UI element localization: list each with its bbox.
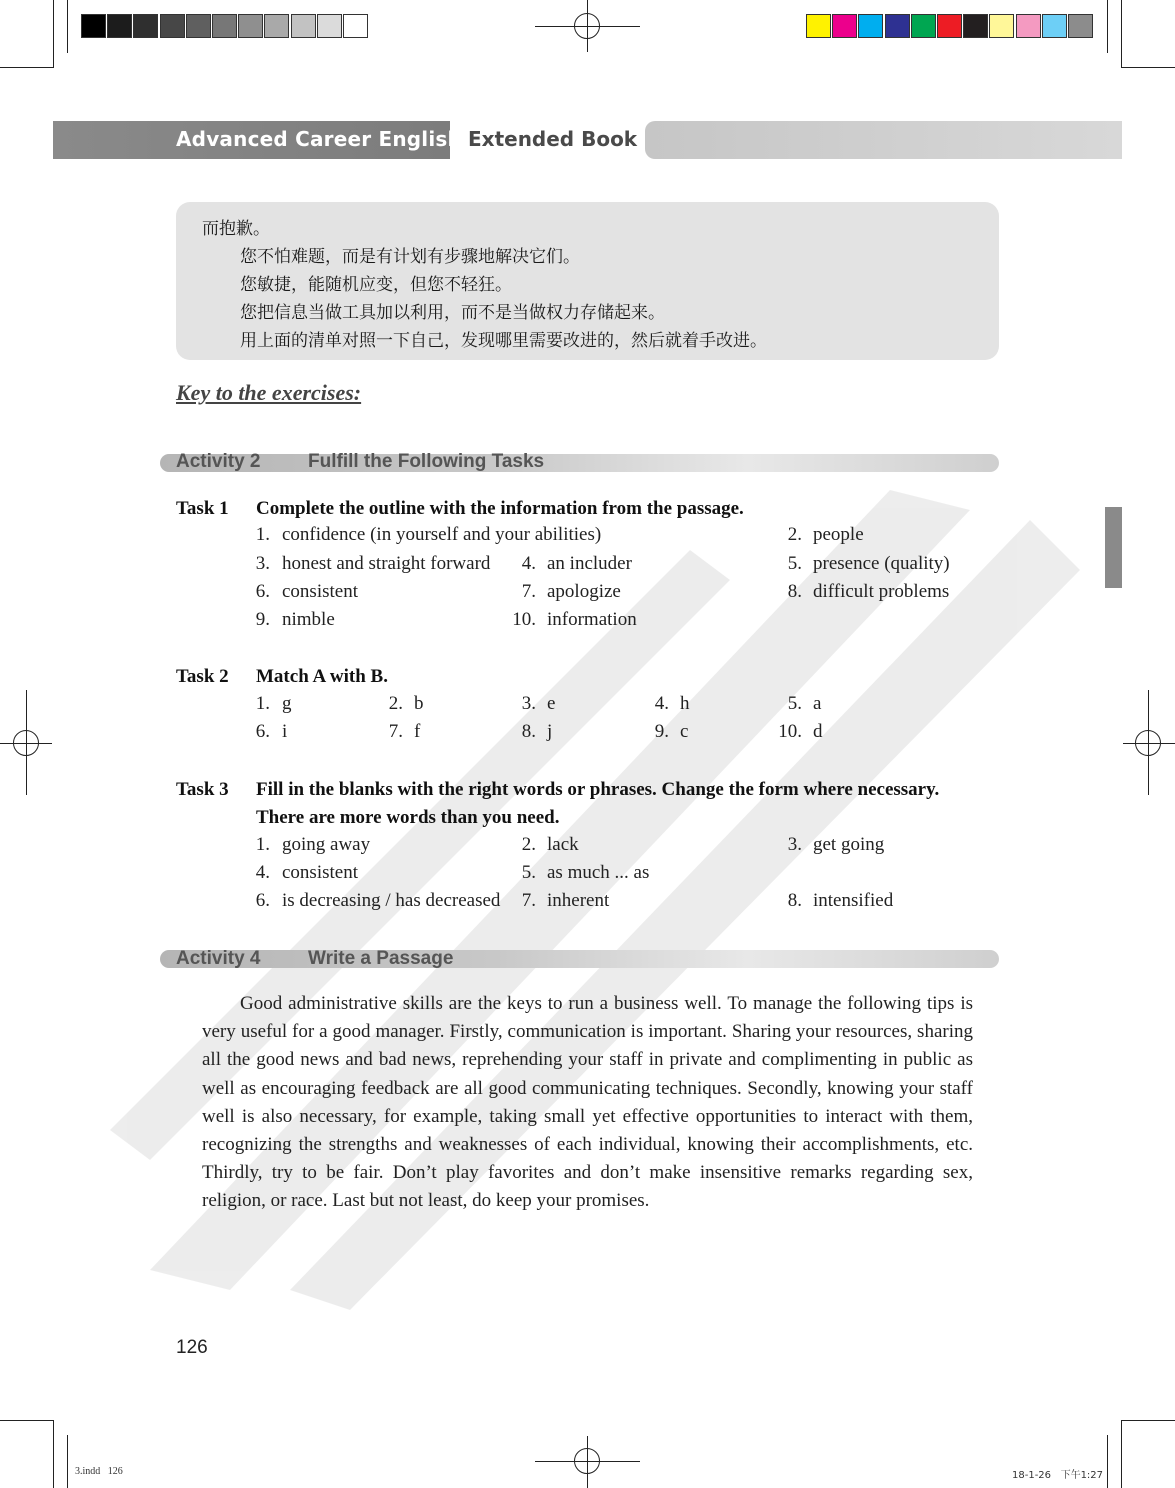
activity-4-label: Activity 4	[176, 948, 261, 969]
task-1-item-answer: an includer	[547, 553, 632, 574]
color-swatch	[937, 14, 962, 38]
book-subtitle: Extended Book	[468, 127, 638, 151]
crop-mark-tl-h	[0, 67, 53, 68]
task-2-item-number: 4.	[654, 693, 669, 714]
task-3-item-number: 5.	[521, 862, 536, 883]
crop-mark-bl-v	[53, 1420, 54, 1488]
color-swatch	[1068, 14, 1093, 38]
color-swatch	[1042, 14, 1067, 38]
task-1-item-number: 9.	[255, 609, 270, 630]
crop-mark-tl-v2	[67, 0, 68, 53]
color-swatch	[832, 14, 857, 38]
task-2-item-number: 9.	[654, 721, 669, 742]
task-2-item-answer: f	[414, 721, 421, 742]
header-decor-bar	[645, 121, 1122, 159]
task-2-item-answer: a	[813, 693, 822, 714]
color-swatch	[264, 14, 289, 38]
task-2-item-answer: e	[547, 693, 556, 714]
color-swatch	[1016, 14, 1041, 38]
chinese-line: 您敏捷，能随机应变，但您不轻狂。	[240, 275, 512, 295]
task-3-title-line-1: Fill in the blanks with the right words or phrases. Change the form where necessary.	[256, 779, 940, 800]
task-1-item-answer: honest and straight forward	[282, 553, 491, 574]
task-1-item-answer: difficult problems	[813, 581, 950, 602]
reg-mark-right-circle	[1135, 730, 1161, 756]
reg-mark-bottom-circle	[574, 1448, 600, 1474]
activity-4-title: Write a Passage	[308, 948, 454, 969]
task-2-item-answer: d	[813, 721, 823, 742]
color-swatch	[133, 14, 158, 38]
task-1-item-answer: confidence (in yourself and your abilities)	[282, 524, 602, 545]
task-1-item-number: 2.	[787, 524, 802, 545]
task-1-item-answer: nimble	[282, 609, 335, 630]
task-2-item-number: 10.	[778, 721, 802, 742]
task-2-label: Task 2	[176, 666, 229, 687]
print-slug-file: 3.indd 126	[75, 1466, 123, 1477]
task-3-item-number: 3.	[787, 834, 802, 855]
task-1-item-number: 7.	[521, 581, 536, 602]
chinese-note-box	[176, 202, 999, 360]
chinese-line: 您把信息当做工具加以利用，而不是当做权力存储起来。	[240, 303, 665, 323]
task-3-item-number: 4.	[255, 862, 270, 883]
task-1-item-number: 8.	[787, 581, 802, 602]
activity-2-bar	[160, 454, 999, 472]
task-3-item-answer: inherent	[547, 890, 610, 911]
task-2-item-answer: j	[547, 721, 553, 742]
task-1-item-number: 5.	[787, 553, 802, 574]
crop-mark-br-v	[1121, 1420, 1122, 1488]
task-1-item-number: 6.	[255, 581, 270, 602]
task-2-item-answer: h	[680, 693, 690, 714]
task-2-item-number: 2.	[388, 693, 403, 714]
task-2-item-number: 6.	[255, 721, 270, 742]
task-2-title: Match A with B.	[256, 666, 388, 687]
task-3-label: Task 3	[176, 779, 229, 800]
task-2-item-number: 5.	[787, 693, 802, 714]
color-swatch	[806, 14, 831, 38]
color-swatch	[160, 14, 185, 38]
key-to-exercises-heading: Key to the exercises:	[176, 380, 362, 405]
task-3-item-answer: intensified	[813, 890, 894, 911]
color-swatch	[911, 14, 936, 38]
task-3-item-answer: is decreasing / has decreased	[282, 890, 501, 911]
task-2-item-number: 8.	[521, 721, 536, 742]
task-3-item-answer: consistent	[282, 862, 358, 883]
crop-mark-tr-v	[1121, 0, 1122, 68]
chapter-thumb-tab	[1105, 507, 1122, 588]
task-1-item-number: 4.	[521, 553, 536, 574]
crop-mark-br-h	[1122, 1420, 1175, 1421]
print-slug-timestamp: 18-1-26 下午1:27	[1012, 1470, 1104, 1481]
color-swatch	[989, 14, 1014, 38]
task-1-item-answer: people	[813, 524, 864, 545]
task-2-item-answer: i	[282, 721, 288, 742]
color-swatch	[186, 14, 211, 38]
crop-mark-tr-v2	[1107, 0, 1108, 53]
chinese-line: 用上面的清单对照一下自己，发现哪里需要改进的，然后就着手改进。	[240, 331, 767, 351]
crop-mark-bl-h	[0, 1420, 53, 1421]
task-3-item-number: 8.	[787, 890, 802, 911]
task-3-title-line-2: There are more words than you need.	[256, 807, 560, 828]
color-swatch	[858, 14, 883, 38]
color-swatch	[107, 14, 132, 38]
task-1-item-number: 10.	[512, 609, 536, 630]
task-2-item-number: 7.	[388, 721, 403, 742]
reg-mark-top-circle	[574, 13, 600, 39]
task-1-item-answer: presence (quality)	[813, 553, 950, 574]
book-title: Advanced Career English	[176, 127, 462, 151]
crop-mark-br-v2	[1107, 1435, 1108, 1488]
task-2-item-answer: b	[414, 693, 424, 714]
task-2-item-number: 3.	[521, 693, 536, 714]
task-3-item-number: 1.	[255, 834, 270, 855]
task-1-item-answer: information	[547, 609, 637, 630]
color-swatch	[317, 14, 342, 38]
crop-mark-tr-h	[1122, 67, 1175, 68]
task-1-item-number: 3.	[255, 553, 270, 574]
task-1-label: Task 1	[176, 498, 229, 519]
activity-4-bar	[160, 950, 999, 968]
task-3-item-answer: as much ... as	[547, 862, 650, 883]
reg-mark-left-circle	[13, 730, 39, 756]
task-1-item-answer: apologize	[547, 581, 621, 602]
color-swatch	[343, 14, 368, 38]
task-3-item-number: 6.	[255, 890, 270, 911]
task-2-item-number: 1.	[255, 693, 270, 714]
color-swatch	[81, 14, 106, 38]
task-2-item-answer: c	[680, 721, 689, 742]
crop-mark-tl-v	[53, 0, 54, 68]
sample-passage: Good administrative skills are the keys to run a business well. To manage the following tips is very useful for a good manager. Firstly, communication is important. Sharing your resources, sharing all the good news and bad news, reprehending your staff in private and complimenting in public as well as encouraging feedback are all good communicating techniques. Secondly, knowing your staff well is also necessary, for example, taking small yet effective opportunities to interact with them, recognizing the strengths and weaknesses of each individual, knowing their accomplishments, etc. Thirdly, try to be fair. Don’t play favorites and don’t make insensitive remarks regarding sex, religion, or race. Last but not least, do keep your promises.	[202, 993, 973, 1212]
color-swatch	[963, 14, 988, 38]
color-swatch	[291, 14, 316, 38]
color-swatch	[212, 14, 237, 38]
task-2-item-answer: g	[282, 693, 292, 714]
crop-mark-bl-v2	[67, 1435, 68, 1488]
chinese-line: 而抱歉。	[202, 219, 270, 239]
chinese-line: 您不怕难题，而是有计划有步骤地解决它们。	[240, 247, 580, 267]
task-3-item-number: 2.	[521, 834, 536, 855]
color-swatch	[238, 14, 263, 38]
task-1-item-answer: consistent	[282, 581, 358, 602]
task-1-item-number: 1.	[255, 524, 270, 545]
task-1-title: Complete the outline with the information from the passage.	[256, 498, 744, 519]
task-3-item-answer: get going	[813, 834, 885, 855]
activity-2-title: Fulfill the Following Tasks	[308, 451, 545, 472]
activity-2-label: Activity 2	[176, 451, 261, 472]
task-3-item-number: 7.	[521, 890, 536, 911]
color-swatch	[885, 14, 910, 38]
task-3-item-answer: going away	[282, 834, 371, 855]
task-3-item-answer: lack	[547, 834, 579, 855]
page-number: 126	[176, 1337, 208, 1358]
